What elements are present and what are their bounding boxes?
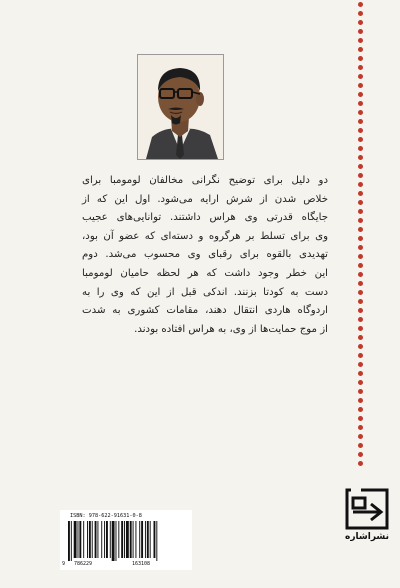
barcode-bar — [101, 521, 102, 558]
barcode-bar — [147, 521, 149, 558]
blurb-line: تهدیدی بالقوه برای رقبای وی محسوب می‌شد. دوم — [82, 249, 328, 261]
spine-dot — [358, 362, 363, 367]
isbn-label: ISBN: 978-622-91631-0-8 — [70, 513, 142, 519]
spine-dot — [358, 2, 363, 7]
publisher-block — [345, 486, 389, 550]
barcode-bar — [68, 521, 70, 561]
spine-dot — [358, 389, 363, 394]
spine-dot — [358, 263, 363, 268]
barcode-bar — [104, 521, 105, 558]
spine-dot — [358, 200, 363, 205]
blurb-line: خلاص شدن از شرش ارایه می‌شود. اول این که از — [82, 193, 328, 205]
spine-dot — [358, 398, 363, 403]
spine-dot — [358, 11, 363, 16]
spine-dot — [358, 191, 363, 196]
barcode-bar — [97, 521, 98, 558]
barcode-bar — [130, 521, 132, 558]
barcode-bar — [126, 521, 129, 558]
barcode-right-group: 163108 — [132, 561, 151, 567]
barcode-bar — [124, 521, 125, 558]
back-cover-blurb — [82, 172, 328, 339]
spine-dot — [358, 110, 363, 115]
barcode-bar — [83, 521, 84, 558]
spine-dot — [358, 119, 363, 124]
spine-dot — [358, 182, 363, 187]
spine-dot — [358, 128, 363, 133]
spine-dot — [358, 281, 363, 286]
spine-dot — [358, 425, 363, 430]
author-portrait — [137, 54, 224, 160]
spine-dot — [358, 173, 363, 178]
barcode-bar — [156, 521, 157, 561]
barcode-bar — [121, 521, 123, 558]
spine-dot — [358, 290, 363, 295]
spine-dot — [358, 371, 363, 376]
barcode-bar — [112, 521, 115, 561]
barcode-leading-digit: 9 — [62, 561, 66, 567]
spine-dot — [358, 74, 363, 79]
barcode-bar — [116, 521, 117, 561]
barcode-bar — [139, 521, 140, 558]
blurb-line: جایگاه قدرتی وی هراس داشتند. توانایی‌های عجیب — [82, 212, 328, 224]
spine-dot — [358, 65, 363, 70]
barcode-bars — [66, 521, 188, 561]
spine-dot — [358, 308, 363, 313]
barcode-bar — [106, 521, 108, 558]
barcode-bar — [78, 521, 79, 558]
barcode-bar — [135, 521, 136, 558]
barcode-bar — [87, 521, 88, 558]
spine-dot — [358, 416, 363, 421]
spine-dot — [358, 452, 363, 457]
spine-dot — [358, 155, 363, 160]
spine-dot — [358, 407, 363, 412]
barcode-bar — [141, 521, 143, 558]
blurb-line: این خطر وجود داشت که هر لحظه حامیان لومومبا — [82, 267, 328, 279]
barcode-bar — [150, 521, 151, 558]
barcode-bar — [89, 521, 91, 558]
spine-dot — [358, 353, 363, 358]
blurb-line: دست به کودتا بزنند. اندکی قبل از این که وی را به — [82, 286, 328, 298]
spine-dot — [358, 254, 363, 259]
spine-dot — [358, 461, 363, 466]
spine-dot — [358, 146, 363, 151]
spine-dot — [358, 434, 363, 439]
barcode-bar — [79, 521, 81, 558]
spine-dot — [358, 236, 363, 241]
spine-dot — [358, 326, 363, 331]
spine-dot — [358, 317, 363, 322]
barcode-left-group: 786229 — [74, 561, 93, 567]
spine-dot — [358, 245, 363, 250]
spine-dotted-line — [356, 2, 366, 472]
spine-dot — [358, 38, 363, 43]
barcode-bar — [95, 521, 97, 558]
spine-dot — [358, 272, 363, 277]
spine-dot — [358, 164, 363, 169]
spine-dot — [358, 56, 363, 61]
blurb-line: وی برای تسلط بر هرگروه و دسته‌ای که عضو آن بود، — [82, 230, 328, 242]
spine-dot — [358, 227, 363, 232]
publisher-logo-icon — [345, 486, 389, 530]
spine-dot — [358, 101, 363, 106]
spine-dot — [358, 209, 363, 214]
spine-dot — [358, 137, 363, 142]
blurb-line: دو دلیل برای توضیح نگرانی مخالفان لومومبا برای — [82, 175, 328, 186]
barcode-bar — [110, 521, 111, 558]
spine-dot — [358, 380, 363, 385]
spine-dot — [358, 83, 363, 88]
barcode-bar — [145, 521, 146, 558]
barcode-bar — [74, 521, 77, 558]
barcode-bar — [133, 521, 134, 558]
spine-dot — [358, 47, 363, 52]
spine-dot — [358, 218, 363, 223]
spine-dot — [358, 344, 363, 349]
barcode-bar — [118, 521, 119, 558]
spine-dot — [358, 335, 363, 340]
portrait-illustration — [138, 55, 223, 159]
spine-dot — [358, 92, 363, 97]
spine-dot — [358, 29, 363, 34]
blurb-line: اردوگاه هاردی انتقال دهند، مقامات کشوری به شدت — [82, 305, 328, 317]
spine-dot — [358, 20, 363, 25]
blurb-line: از موج حمایت‌ها از وی، به هراس افتاده بودند. — [134, 323, 328, 335]
publisher-name: نشراشاره — [345, 532, 389, 542]
spine-dot — [358, 299, 363, 304]
spine-dot — [358, 443, 363, 448]
barcode-bar — [92, 521, 93, 558]
barcode-bar — [71, 521, 72, 561]
isbn-barcode — [60, 510, 192, 570]
barcode-bar — [154, 521, 156, 558]
